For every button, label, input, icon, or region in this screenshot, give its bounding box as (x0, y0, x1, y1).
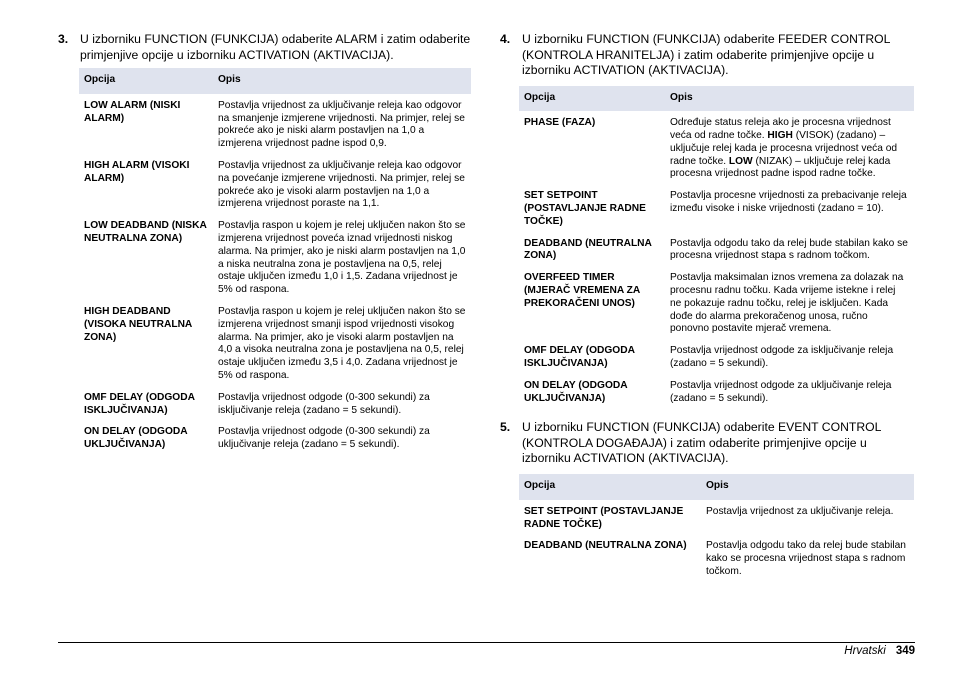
description-cell: Postavlja vrijednost odgode za isključivanje releja (zadano = 5 sekundi). (670, 345, 894, 370)
table-header-row (519, 86, 914, 112)
option-cell: PHASE (FAZA) (524, 117, 596, 129)
option-cell: DEADBAND (NEUTRALNA ZONA) (524, 237, 652, 262)
description-cell: Postavlja raspon u kojem je relej uključen nakon što se izmjerena vrijednost smanji ispod vrijednosti visokog alarma. Na primjer, ako je visoki alarm postavljen na 4,0 a visoka neutralna zona je postavljena na 0,5, relej ostaje uključen između 3,5 i 4,0. Zadana vrijednost je 5% od raspona. (218, 305, 466, 381)
column-header-description: Opis (665, 86, 914, 112)
description-cell: Postavlja procesne vrijednosti za prebacivanje releja između visoke i niske vrijednosti (zadano = 10). (670, 190, 907, 215)
description-cell: Postavlja vrijednost za uključivanje releja. (706, 505, 894, 517)
option-cell: SET SETPOINT (POSTAVLJANJE RADNE TOČKE) (524, 505, 684, 530)
table-row (79, 420, 471, 455)
low-keyword: LOW (728, 155, 753, 167)
option-cell: OVERFEED TIMER (MJERAČ VREMENA ZA PREKORAČENI UNOS) (524, 272, 640, 309)
table-row (519, 500, 914, 535)
column-header-description: Opis (701, 474, 914, 500)
table-row (519, 232, 914, 267)
description-cell: Postavlja vrijednost za uključivanje releja kao odgovor na povećanje izmjerene vrijednosti. Na primjer, relej se pokreće ako je visoki alarm postavljen na 1,0 a izmjerena vrijednost poraste na 1,1. (218, 159, 465, 210)
table-row (519, 374, 914, 409)
table-row (519, 266, 914, 339)
left-column (58, 32, 473, 455)
table-row (79, 214, 471, 300)
footer-language: Hrvatski (844, 645, 886, 657)
option-cell: ON DELAY (ODGODA UKLJUČIVANJA) (524, 379, 628, 404)
step-number: 5. (500, 420, 511, 435)
alarm-options-table (79, 68, 471, 455)
description-cell: Postavlja vrijednost za uključivanje releja kao odgovor na smanjenje izmjerene vrijednosti. Na primjer, relej se pokreće ako je niski alarm postavljen na 1,0 a izmjerena vrijednost padne ispod 0,9. (218, 99, 465, 150)
description-cell: Postavlja odgodu tako da relej bude stabilan kako se procesna vrijednost stapa s radnom točkom. (706, 540, 906, 577)
table-row (519, 339, 914, 374)
column-header-option: Opcija (519, 86, 665, 112)
description-cell: Postavlja odgodu tako da relej bude stabilan kako se procesna vrijednost stapa s radnom točkom. (670, 237, 908, 262)
option-cell: DEADBAND (NEUTRALNA ZONA) (524, 540, 687, 552)
table-header-row (519, 474, 914, 500)
table-row (79, 386, 471, 421)
description-cell: Postavlja raspon u kojem je relej uključen nakon što se izmjerena vrijednost poveća iznad vrijednosti niskog alarma. Na primjer, ako je niski alarm postavljen na 1,0 a niska neutralna zona je postavljena na 0,5, relej ostaje uključen između 1,0 i 1,5. Zadana vrijednost je 5% od raspona. (218, 220, 466, 296)
high-keyword: HIGH (767, 130, 793, 142)
table-row (519, 534, 914, 581)
step-3 (58, 32, 473, 63)
description-cell: Postavlja vrijednost odgode (0-300 sekundi) za isključivanje releja (zadano = 5 sekundi). (218, 391, 430, 416)
right-column (500, 32, 915, 582)
step-text: U izborniku FUNCTION (FUNKCIJA) odaberite EVENT CONTROL (KONTROLA DOGAĐAJA) i zatim odaberite primjenjive opcije u izborniku ACTIVATION (AKTIVACIJA). (522, 420, 881, 466)
table-row (519, 111, 914, 184)
table-header-row (79, 68, 471, 94)
column-header-option: Opcija (79, 68, 213, 94)
description-text: (NIZAK) – uključuje relej kada procesna vrijednost padne ispod radne točke. (670, 155, 891, 180)
footer-content (844, 645, 915, 657)
column-header-description: Opis (213, 68, 471, 94)
option-cell: SET SETPOINT (POSTAVLJANJE RADNE TOČKE) (524, 190, 646, 227)
feeder-control-options-table (519, 86, 914, 409)
description-text: (VISOK) (zadano) – uključuje relej kada je procesna vrijednost veća od radne točke. (670, 130, 898, 167)
description-cell: Postavlja maksimalan iznos vremena za dolazak na procesnu radnu točku. Kada vrijeme istekne i relej ne pokazuje radnu točku, relej je isključen. Kada dođe do alarma prekoračenog unosa, ručno ponovno postavite mjerač vremena. (670, 272, 904, 335)
table-row (79, 94, 471, 154)
step-text: U izborniku FUNCTION (FUNKCIJA) odaberite FEEDER CONTROL (KONTROLA HRANITELJA) i zatim odaberite primjenjive opcije u izborniku ACTIVATION (AKTIVACIJA). (522, 32, 890, 77)
option-cell: HIGH ALARM (VISOKI ALARM) (84, 159, 190, 184)
option-cell: OMF DELAY (ODGODA ISKLJUČIVANJA) (524, 345, 635, 370)
description-cell (665, 111, 914, 184)
step-number: 3. (58, 32, 69, 46)
description-cell: Postavlja vrijednost odgode za uključivanje releja (zadano = 5 sekundi). (670, 379, 892, 404)
table-row (79, 154, 471, 214)
column-header-option: Opcija (519, 474, 701, 500)
option-cell: ON DELAY (ODGODA UKLJUČIVANJA) (84, 426, 188, 451)
step-5 (500, 420, 915, 467)
option-cell: HIGH DEADBAND (VISOKA NEUTRALNA ZONA) (84, 305, 192, 343)
table-row (79, 300, 471, 386)
page-number: 349 (895, 645, 915, 657)
option-cell: LOW ALARM (NISKI ALARM) (84, 99, 181, 124)
step-4 (500, 32, 915, 79)
description-cell: Postavlja vrijednost odgode (0-300 sekundi) za uključivanje releja (zadano = 5 sekundi). (218, 426, 430, 451)
page-footer (58, 642, 915, 657)
description-text: Određuje status releja ako je procesna vrijednost veća od radne točke. (670, 117, 891, 142)
option-cell: LOW DEADBAND (NISKA NEUTRALNA ZONA) (84, 220, 207, 244)
option-cell: OMF DELAY (ODGODA ISKLJUČIVANJA) (84, 391, 195, 416)
step-text: U izborniku FUNCTION (FUNKCIJA) odaberite ALARM i zatim odaberite primjenjive opcije u izborniku ACTIVATION (AKTIVACIJA). (80, 32, 471, 62)
step-number: 4. (500, 32, 511, 46)
event-control-options-table (519, 474, 914, 582)
table-row (519, 184, 914, 231)
